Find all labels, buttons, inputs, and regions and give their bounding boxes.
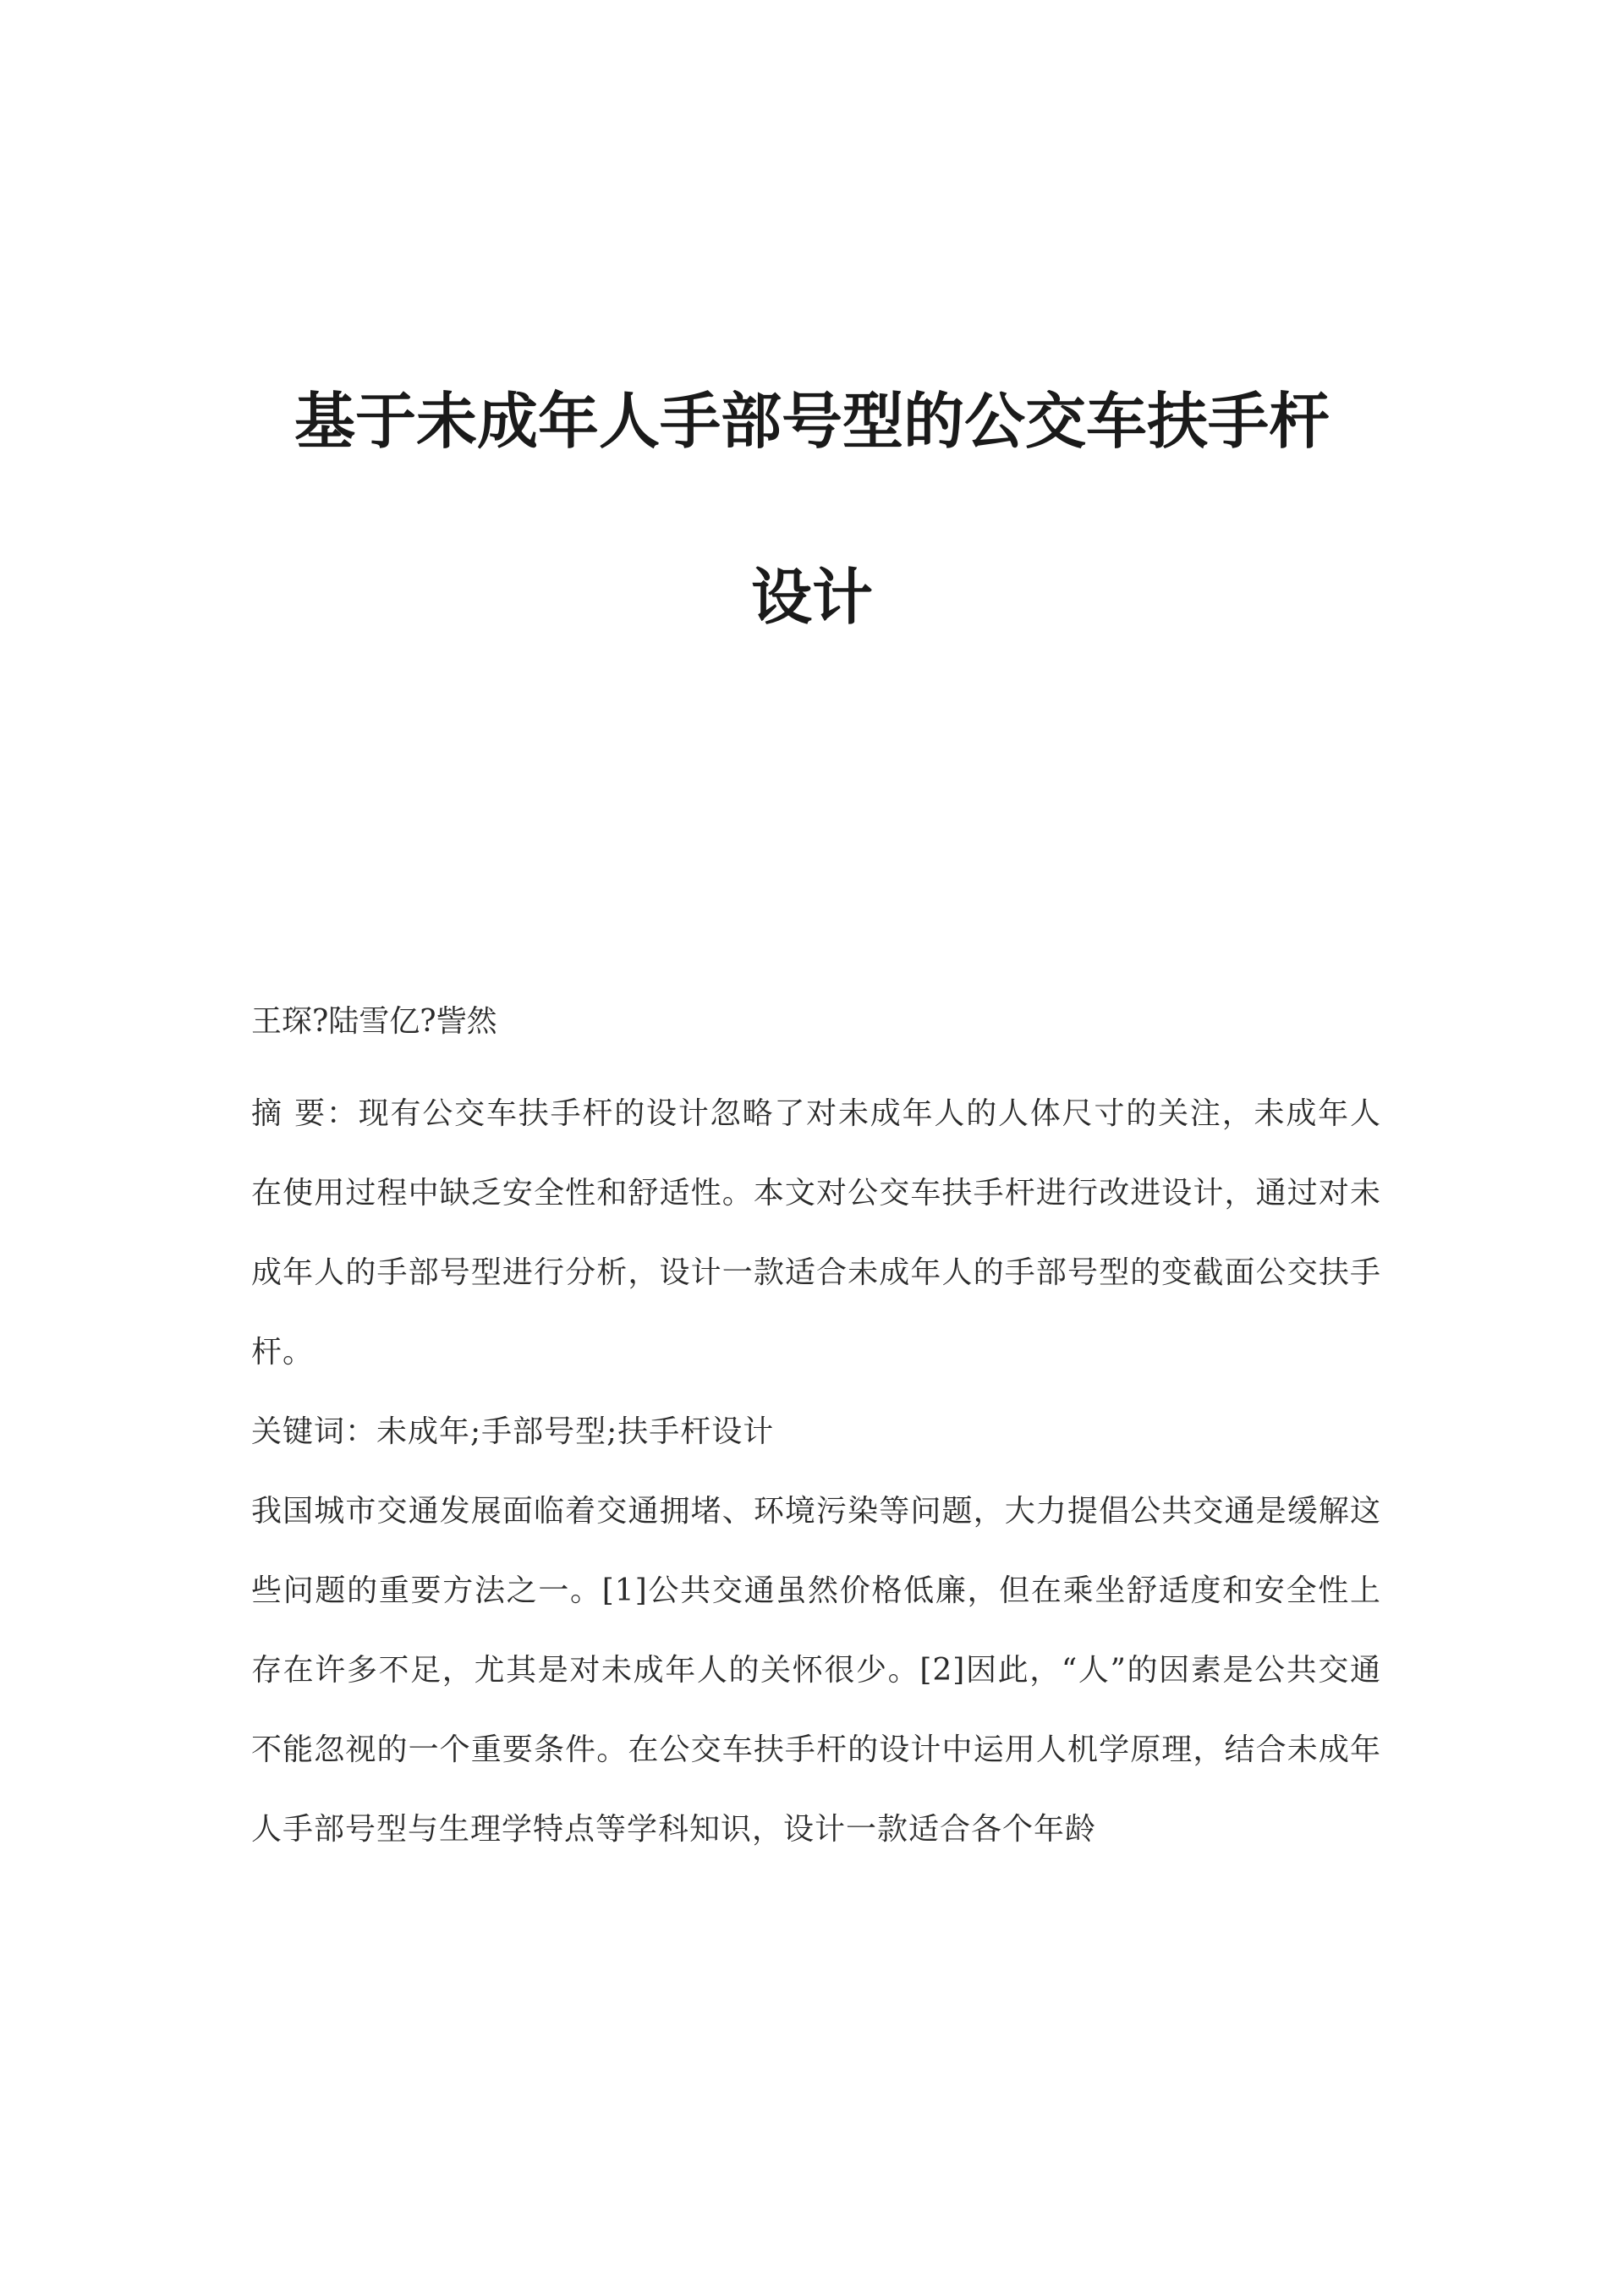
document-body — [251, 998, 1381, 1869]
abstract-paragraph — [251, 1074, 1381, 1392]
keywords-label: 关键词： — [251, 1414, 377, 1449]
author-list: 王琛?陆雪亿?訾然 — [251, 1004, 497, 1039]
body-paragraph: 我国城市交通发展面临着交通拥堵、环境污染等问题，大力提倡公共交通是缓解这些问题的重要方法之一。[1]公共交通虽然价格低廉，但在乘坐舒适度和安全性上存在许多不足，尤其是对未成年人的关怀很少。[2]因此，“人”的因素是公共交通不能忽视的一个重要条件。在公交车扶手杆的设计中运用人机学原理，结合未成年人手部号型与生理学特点等学科知识，设计一款适合各个年龄 — [251, 1494, 1381, 1847]
abstract-label: 摘 要： — [251, 1096, 359, 1131]
keywords-paragraph — [251, 1392, 1381, 1472]
abstract-text: 现有公交车扶手杆的设计忽略了对未成年人的人体尺寸的关注，未成年人在使用过程中缺乏安全性和舒适性。本文对公交车扶手杆进行改进设计，通过对未成年人的手部号型进行分析，设计一款适合未成年人的手部号型的变截面公交扶手杆。 — [251, 1096, 1381, 1370]
document-title-line-2: 设计 — [750, 562, 873, 633]
keywords-text: 未成年;手部号型;扶手杆设计 — [376, 1414, 775, 1449]
document-title-line-1: 基于未成年人手部号型的公交车扶手杆 — [294, 386, 1330, 457]
